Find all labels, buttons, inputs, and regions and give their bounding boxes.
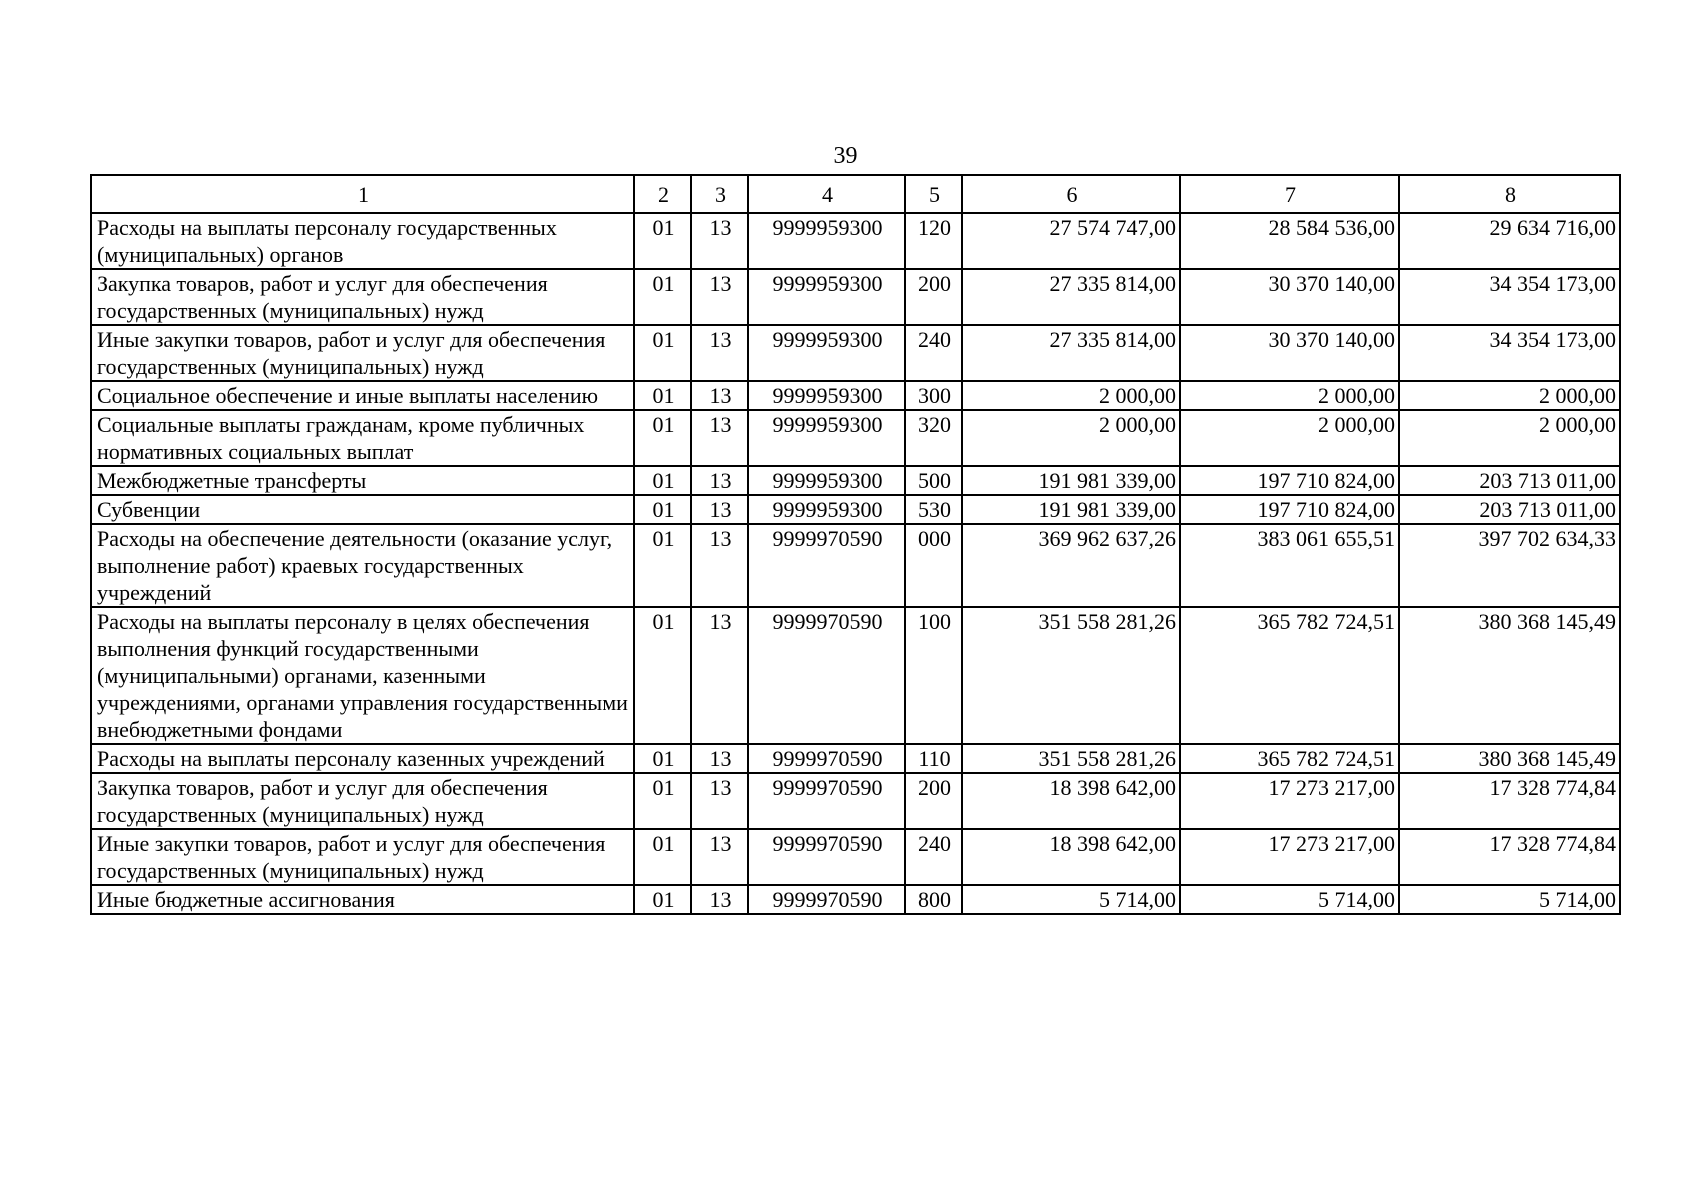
expense-name: Иные закупки товаров, работ и услуг для обеспечения государственных (муниципальных) нужд	[91, 829, 634, 885]
expense-type-code: 500	[905, 466, 962, 495]
subsection-code: 13	[691, 325, 748, 381]
amount-col-6: 18 398 642,00	[962, 773, 1180, 829]
amount-col-6: 351 558 281,26	[962, 744, 1180, 773]
amount-col-8: 17 328 774,84	[1399, 829, 1620, 885]
col-header-5: 5	[905, 175, 962, 213]
amount-col-6: 18 398 642,00	[962, 829, 1180, 885]
col-header-6: 6	[962, 175, 1180, 213]
target-article-code: 9999970590	[748, 829, 905, 885]
amount-col-7: 365 782 724,51	[1180, 744, 1399, 773]
table-row	[91, 381, 1620, 410]
table-row	[91, 885, 1620, 914]
expense-type-code: 200	[905, 269, 962, 325]
target-article-code: 9999959300	[748, 213, 905, 269]
table-row	[91, 325, 1620, 381]
subsection-code: 13	[691, 495, 748, 524]
amount-col-7: 2 000,00	[1180, 410, 1399, 466]
expense-type-code: 000	[905, 524, 962, 607]
expense-name: Межбюджетные трансферты	[91, 466, 634, 495]
expense-name: Расходы на выплаты персоналу государственных (муниципальных) органов	[91, 213, 634, 269]
expense-name: Расходы на выплаты персоналу в целях обеспечения выполнения функций государственными (муниципальными) органами, казенными учреждениями, органами управления государственными внебюджетными фондами	[91, 607, 634, 744]
amount-col-7: 365 782 724,51	[1180, 607, 1399, 744]
subsection-code: 13	[691, 381, 748, 410]
table-row	[91, 410, 1620, 466]
amount-col-6: 191 981 339,00	[962, 466, 1180, 495]
subsection-code: 13	[691, 524, 748, 607]
section-code: 01	[634, 410, 691, 466]
section-code: 01	[634, 381, 691, 410]
page-number: 39	[833, 143, 858, 169]
table-row	[91, 744, 1620, 773]
amount-col-7: 197 710 824,00	[1180, 495, 1399, 524]
expense-type-code: 530	[905, 495, 962, 524]
target-article-code: 9999970590	[748, 885, 905, 914]
table-row	[91, 829, 1620, 885]
target-article-code: 9999959300	[748, 381, 905, 410]
target-article-code: 9999970590	[748, 607, 905, 744]
amount-col-8: 34 354 173,00	[1399, 269, 1620, 325]
target-article-code: 9999959300	[748, 495, 905, 524]
amount-col-7: 197 710 824,00	[1180, 466, 1399, 495]
expense-name: Закупка товаров, работ и услуг для обеспечения государственных (муниципальных) нужд	[91, 773, 634, 829]
amount-col-8: 2 000,00	[1399, 381, 1620, 410]
target-article-code: 9999970590	[748, 773, 905, 829]
expense-name: Расходы на выплаты персоналу казенных учреждений	[91, 744, 634, 773]
amount-col-8: 203 713 011,00	[1399, 466, 1620, 495]
expense-type-code: 240	[905, 325, 962, 381]
expense-type-code: 320	[905, 410, 962, 466]
amount-col-6: 2 000,00	[962, 410, 1180, 466]
expense-name: Социальные выплаты гражданам, кроме публичных нормативных социальных выплат	[91, 410, 634, 466]
expense-type-code: 800	[905, 885, 962, 914]
amount-col-8: 17 328 774,84	[1399, 773, 1620, 829]
expense-name: Социальное обеспечение и иные выплаты населению	[91, 381, 634, 410]
table-row	[91, 213, 1620, 269]
section-code: 01	[634, 213, 691, 269]
subsection-code: 13	[691, 213, 748, 269]
amount-col-6: 5 714,00	[962, 885, 1180, 914]
col-header-1: 1	[91, 175, 634, 213]
section-code: 01	[634, 466, 691, 495]
amount-col-6: 27 335 814,00	[962, 269, 1180, 325]
amount-col-7: 17 273 217,00	[1180, 829, 1399, 885]
amount-col-6: 27 574 747,00	[962, 213, 1180, 269]
table-row	[91, 495, 1620, 524]
col-header-2: 2	[634, 175, 691, 213]
table-row	[91, 773, 1620, 829]
target-article-code: 9999970590	[748, 744, 905, 773]
table-row	[91, 466, 1620, 495]
subsection-code: 13	[691, 744, 748, 773]
section-code: 01	[634, 829, 691, 885]
expense-type-code: 100	[905, 607, 962, 744]
amount-col-7: 2 000,00	[1180, 381, 1399, 410]
subsection-code: 13	[691, 829, 748, 885]
amount-col-8: 2 000,00	[1399, 410, 1620, 466]
target-article-code: 9999959300	[748, 410, 905, 466]
col-header-4: 4	[748, 175, 905, 213]
amount-col-7: 28 584 536,00	[1180, 213, 1399, 269]
section-code: 01	[634, 773, 691, 829]
subsection-code: 13	[691, 773, 748, 829]
amount-col-6: 27 335 814,00	[962, 325, 1180, 381]
col-header-8: 8	[1399, 175, 1620, 213]
amount-col-8: 397 702 634,33	[1399, 524, 1620, 607]
expense-name: Субвенции	[91, 495, 634, 524]
target-article-code: 9999970590	[748, 524, 905, 607]
header-row	[91, 175, 1620, 213]
amount-col-8: 29 634 716,00	[1399, 213, 1620, 269]
amount-col-8: 380 368 145,49	[1399, 607, 1620, 744]
section-code: 01	[634, 269, 691, 325]
subsection-code: 13	[691, 410, 748, 466]
table-row	[91, 269, 1620, 325]
target-article-code: 9999959300	[748, 466, 905, 495]
expense-type-code: 200	[905, 773, 962, 829]
section-code: 01	[634, 744, 691, 773]
amount-col-8: 5 714,00	[1399, 885, 1620, 914]
amount-col-8: 34 354 173,00	[1399, 325, 1620, 381]
subsection-code: 13	[691, 607, 748, 744]
section-code: 01	[634, 325, 691, 381]
expense-name: Расходы на обеспечение деятельности (оказание услуг, выполнение работ) краевых государственных учреждений	[91, 524, 634, 607]
section-code: 01	[634, 885, 691, 914]
amount-col-6: 191 981 339,00	[962, 495, 1180, 524]
expense-name: Иные бюджетные ассигнования	[91, 885, 634, 914]
section-code: 01	[634, 524, 691, 607]
expense-type-code: 300	[905, 381, 962, 410]
amount-col-6: 351 558 281,26	[962, 607, 1180, 744]
amount-col-8: 380 368 145,49	[1399, 744, 1620, 773]
budget-table	[90, 174, 1621, 915]
expense-name: Закупка товаров, работ и услуг для обеспечения государственных (муниципальных) нужд	[91, 269, 634, 325]
expense-type-code: 110	[905, 744, 962, 773]
section-code: 01	[634, 607, 691, 744]
col-header-3: 3	[691, 175, 748, 213]
expense-type-code: 120	[905, 213, 962, 269]
target-article-code: 9999959300	[748, 325, 905, 381]
amount-col-7: 30 370 140,00	[1180, 325, 1399, 381]
section-code: 01	[634, 495, 691, 524]
subsection-code: 13	[691, 269, 748, 325]
amount-col-6: 369 962 637,26	[962, 524, 1180, 607]
amount-col-7: 17 273 217,00	[1180, 773, 1399, 829]
amount-col-6: 2 000,00	[962, 381, 1180, 410]
amount-col-7: 383 061 655,51	[1180, 524, 1399, 607]
expense-name: Иные закупки товаров, работ и услуг для обеспечения государственных (муниципальных) нужд	[91, 325, 634, 381]
subsection-code: 13	[691, 466, 748, 495]
target-article-code: 9999959300	[748, 269, 905, 325]
amount-col-8: 203 713 011,00	[1399, 495, 1620, 524]
amount-col-7: 5 714,00	[1180, 885, 1399, 914]
expense-type-code: 240	[905, 829, 962, 885]
col-header-7: 7	[1180, 175, 1399, 213]
table-row	[91, 607, 1620, 744]
amount-col-7: 30 370 140,00	[1180, 269, 1399, 325]
subsection-code: 13	[691, 885, 748, 914]
table-row	[91, 524, 1620, 607]
